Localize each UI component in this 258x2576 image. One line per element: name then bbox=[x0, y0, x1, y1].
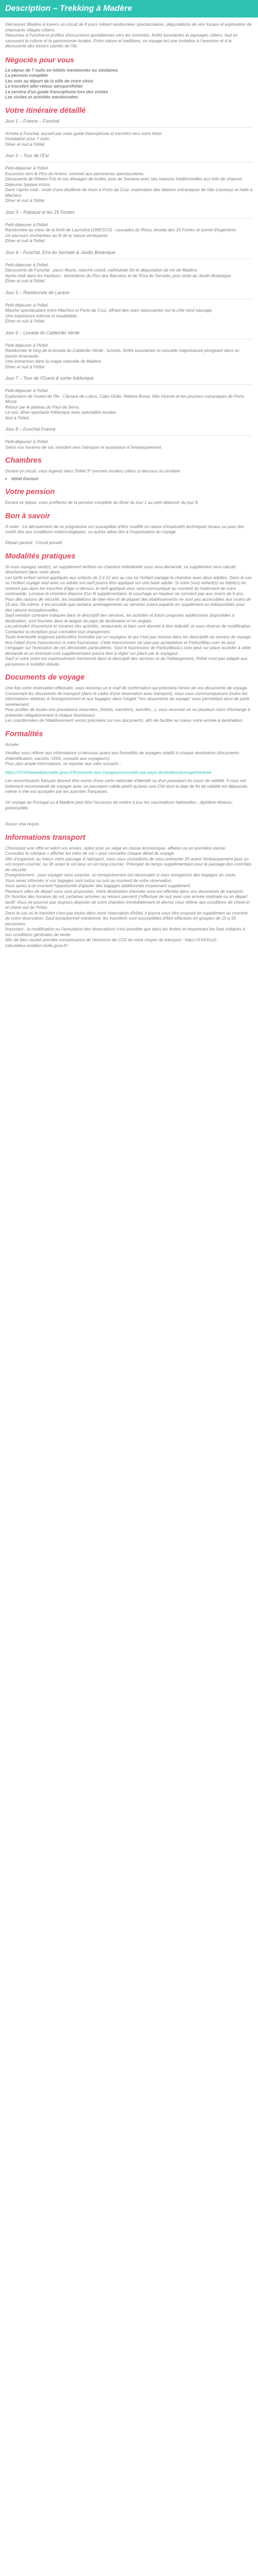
day-title: Jour 8 – Funchal France bbox=[5, 427, 56, 432]
formalities-subheading: Arrivée bbox=[5, 741, 19, 747]
divider bbox=[5, 127, 253, 128]
day-8 bbox=[0, 427, 258, 450]
practical-heading: Modalités pratiques bbox=[5, 552, 76, 561]
day-title: Jour 1 – France – Funchal bbox=[5, 118, 60, 124]
hotel-item: • Hôtel Dorisol bbox=[11, 476, 258, 482]
divider bbox=[5, 218, 253, 219]
day-text: Petit-déjeuner à l'hôtel. Découverte de Funchal : parcs fleuris, marché coloré, cathédrale Sé et dégustation de vin de Madère. Après-midi dans les hauteurs : belvédères du Pico dos Barcelos et de l'Eira do Serrado, puis visite du Jardin Botanique. Dîner et nuit à l'hôtel. bbox=[5, 262, 232, 283]
formalities-link[interactable]: https://XXXXwwwdiplomatie.gouv.fr/fr/conseils-aux-voyageurs/conseils-par-pays-destination/portugal/#entree bbox=[5, 769, 212, 775]
good-to-know-text: À noter : Le déroulement de ce programme est susceptible d'être modifié en raison d'impératifs techniques locaux ou pour des motifs liés aux conditions météorologiques, ou autres aléas liés à l'organisation du voyage. Départ garanti : Circuit privatif bbox=[5, 523, 245, 545]
negotiated-heading: Négociés pour vous bbox=[5, 55, 74, 64]
divider bbox=[5, 384, 253, 385]
day-6 bbox=[0, 330, 258, 370]
page-banner: Description – Trekking à Madère bbox=[0, 0, 258, 18]
rooms-heading: Chambres bbox=[5, 456, 42, 465]
day-text: Petit-déjeuner à l'hôtel. Marche spectaculaire entre Machico et Porto da Cruz, offrant des vues saisissantes sur la côte nord sauvage. Une expérience intense et inoubliable. Dîner et nuit à l'hôtel. bbox=[5, 302, 213, 324]
day-4 bbox=[0, 250, 258, 284]
rooms-text: Durant ce circuit, vous logerez dans l'hôtel 3* (normes locales) citées ci-dessous ou similaire : bbox=[5, 468, 183, 473]
pension-text: Durant ce séjour, vous profiterez de la pension complète du dîner du jour 1 au petit déjeuner du jour 8 bbox=[5, 500, 198, 505]
day-title: Jour 3 – Rabaçal et les 25 Fontes bbox=[5, 209, 75, 215]
day-text: Petit-déjeuner à l'hôtel. Randonnée le long de la levada du Caldeirão Verde : tunnels, forêts luxuriantes et cascade majestueuse plongeant dans un bassin émeraude. Une immersion dans la magie naturelle de Madère. Dîner et nuit à l'hôtel. bbox=[5, 342, 240, 369]
day-text: Petit-déjeuner à l'hôtel. Selon vos horaires de vol, transfert vers l'aéroport et assistance à l'embarquement. bbox=[5, 439, 163, 450]
documents-heading: Documents de voyage bbox=[5, 673, 85, 682]
day-3 bbox=[0, 210, 258, 244]
day-text: Petit-déjeuner à l'hôtel. Excursion vers le Pico do Arieiro, sommet aux panoramas spectaculaires. Découverte de Ribeiro Frio et ses élevages de truites, puis de Santana avec ses maisons traditionnelles aux toits de chaume. Déjeuner typique inclus. Dans l'après-midi : visite d'une distillerie de rhum à Porto da Cruz, exploration des falaises volcaniques de São Lourenço et halte à Machico. Dîner et nuit à l'hôtel. bbox=[5, 165, 253, 203]
day-5 bbox=[0, 290, 258, 324]
day-title: Jour 4 – Funchal, Eira do Serrado & Jardin Botanique bbox=[5, 249, 116, 255]
intro-text: Découvrez Madère à travers un circuit de 8 jours mêlant randonnées spectaculaires, dégustations de vins locaux et exploration de charmants villages côtiers. Séjournez à Funchal et profitez d'excursions quotidiennes vers les sommets, forêts luxuriantes et paysages côtiers, tout en savourant la culture et la gastronomie locales. Entre nature et traditions, ce voyage est une invitation à l'aventure et à la découverte des trésors cachés de l'île. bbox=[5, 22, 252, 48]
negotiated-list: Le séjour de 7 nuits en hôtels mentionnés ou similaires La pension complète Les vols au départ de la ville de votre choix Le transfert aller-retour aéroport/hôtel Le service d'un guide francophone lors des visites Les visites et activités mentionnées bbox=[5, 67, 118, 99]
hotel-list bbox=[11, 476, 258, 482]
formalities-text-2: Les ressortissants français doivent être munis d'une carte nationale d'identité ou d'un passeport en cours de validité. Il vous est fortement recommandé de voyager avec un passeport valide plutôt qu'avec une CNI dont la date de fin de validité est dépassée, même si elle est acceptée par les autorités françaises. Un voyage au Portugal ou à Madère peut être l'occasion de mettre à jour les vaccinations habituelles : diphtérie-tétanos-poliomyélite. Aucun visa requis bbox=[5, 778, 249, 826]
day-title: Jour 5 – Randonnée de Larano bbox=[5, 290, 70, 295]
formalities-heading: Formalités bbox=[5, 730, 43, 738]
day-text: Petit-déjeuner à l'hôtel. Randonnée au cœur de la forêt de Laurisilva (UNESCO) : cascades du Risco, levada des 25 Fontes et tunnel d'ingénierie. Un parcours enchanteur au fil de la nature verdoyante. Dîner et nuit à l'hôtel. bbox=[5, 222, 237, 243]
transport-heading: Informations transport bbox=[5, 833, 86, 842]
day-7 bbox=[0, 376, 258, 420]
divider bbox=[5, 435, 253, 436]
day-title: Jour 6 – Levada do Caldeirão Verde bbox=[5, 330, 80, 335]
day-text: Petit-déjeuner à l'hôtel. Exploration de l'ouest de l'île : Câmara de Lobos, Cabo Girão, Ribeira Brava, São Vicente et les piscines volcaniques de Porto Moniz. Retour par le plateau du Paul da Serra. Le soir, dîner-spectacle folklorique avec spécialités locales. Nuit à l'hôtel. bbox=[5, 388, 245, 420]
main-content bbox=[0, 18, 258, 948]
day-1 bbox=[0, 118, 258, 147]
practical-text: Si vous voyagez seul(e), un supplément tarifaire en chambre individuelle vous sera demandé, ce supplément sera calculé directement dans votre devis. Les tarifs enfant seront appliqués aux enfants de 2 à 12 ans au cas où l'enfant partage la chambre avec deux adultes. Dans le cas où l'enfant voyage seul avec un adulte son tarif pourra être appliqué sur une base adulte. Si votre (vos) enfant(s) ou bébé(s) ne rentrent pas dans les tranches d'âge ci-dessus, le tarif appliqué vous sera communiqué au moment du traitement de votre commande. Lorsque la chambre dispose d'un lit supplémentaire, le couchage en hauteur ne convient pas aux moins de 6 ans. Pour des raisons de sécurité, les installations de bien-être et de plupart des établissements ne sont pas accessibles aux moins de 16 ans. De même, il est possible que certains aménagements ou services soient payants en supplément ou indisponibles pour des raisons exceptionnelles. Sauf mention contraire indiquée dans le descriptif des services, les activités et loisirs proposés additionnels disponibles à destination, sont fournies dans la langue du pays de destination et en anglais. Les périodes d'ouverture et horaires des activités, restaurants et bars sont donnés à titre indicatif, et sous réserve de modification. Contactez la réception pour connaître tout changement. Toute éventuelle exigence particulière formulée par un voyageur et qui n'est pas incluse dans les descriptifs du service de voyage, fera l'objet d'une transmission à notre fournisseur. Cette transmission ne vaut pas acceptation et Partirzlilitas.com ne peut s'engager sur l'exécution de ces demandes particulières. Seul le fournisseur de PartirzlilitasLc.com peut sur place accéder à cette demande et un éventuel coût supplémentaire pourra être à régler sur place par le voyageur. Sauf si votre ordre est expressément mentionné dans le descriptif des services et de l'hébergement, l'hôtel n'est pas adapté aux personnes à mobilité réduite. bbox=[5, 564, 252, 667]
pension-heading: Votre pension bbox=[5, 488, 55, 496]
day-title: Jour 7 – Tour de l'Ouest & sortie folklorique bbox=[5, 376, 94, 381]
day-2 bbox=[0, 153, 258, 204]
documents-text: Une fois votre réservation effectuée, vous recevrez un e-mail de confirmation qui précisera l'envoi de vos documents de voyage. Concernant les documents de transport (dans le cadre d'une réservation avec transport), nous vous communiquerons toutes les informations relatives à l'enregistrement et aux bagages dans l'onglet "Vos documents de voyage" vous permettant ainsi de partir sereinement. Pour profiter de toutes nos prestations réservées, (hôtels, transferts, activités...), vous recevrez un ou plusieurs bons d'échange à présenter obligatoirement à chaque fournisseur. Les coordonnées de l'établissement seront précisées sur ces documents, afin de faciliter au mieux votre arrivée à destination. bbox=[5, 685, 250, 723]
divider bbox=[5, 339, 253, 340]
transport-text: Choisissez une offre et selon vos envies, optez pour un siège en classe économique, affaires ou en première classe. Consultez la rubrique « afficher les infos de vol » pour connaître chaque détail du voyage. Afin d'organiser au mieux votre passage à l'aéroport, nous vous conseillons de vous présenter 2h avant l'embarquement pour un vol moyen-courrier, ou 3h avant le vol pour un vol long-courrier. Prévoyez du temps supplémentaire pour le passage des contrôles de sécurité. Enregistrement : pour voyager sans surprise, un enregistrement est nécessaire si vous enregistrez des bagages en soute. Vous serez informés si vos bagages sont inclus ou non au moment de votre réservation. Vous aurez à ce moment l'opportunité d'ajouter des bagages additionnels moyennant supplément. Plusieurs villes de départ vous sont proposées. Votre destination d'arrivée vous est affichée dans vos documents de transport. En fonction des horaires de vol, certaines arrivées ou retours peuvent s'effectuer de nuit avec une arrivée matinale ou un départ tardif. Vous ne pourrez pas toujours disposer de votre chambre immédiatement et devrez vous référer aux conditions de check-in et check-out de l'hôtel. Dans le cas où le transfert n'est pas inclus dans votre réservation d'hôtel, il pourra vous être proposé en supplément au moment de votre réservation. Sauf exceptionnel mentionné, les transferts sont susceptibles d'être effectués en groupes de 15 à 55 personnes. Important : la modification ou l'annulation des réservations n'est possible que dans les limites et moyennant les frais indiqués à nos conditions générales de vente. Afin de bien vouloir prendre connaissance de l'émission de CO2 de votre moyen de transport : https://XXXXco2-calculateur.aviation-civile.gouv.fr/ bbox=[5, 845, 252, 948]
day-title: Jour 2 – Tour de l'Est bbox=[5, 153, 49, 158]
good-to-know-heading: Bon à savoir bbox=[5, 512, 51, 520]
day-text: Arrivée à Funchal, accueil par votre guide francophone et transfert vers votre hôtel. Installation pour 7 nuits. Dîner et nuit à l'hôtel. bbox=[5, 130, 163, 147]
itinerary-heading: Votre itinéraire détaillé bbox=[5, 106, 86, 115]
formalities-text: Veuillez vous référer aux informations ci-dessous quant aux formalités de voyages relatifs à chaque destination (documents d'identification, vaccins, VISA, conseils aux voyageurs). Pour plus ample informations, se reporter aux sites suivants : bbox=[5, 750, 239, 766]
